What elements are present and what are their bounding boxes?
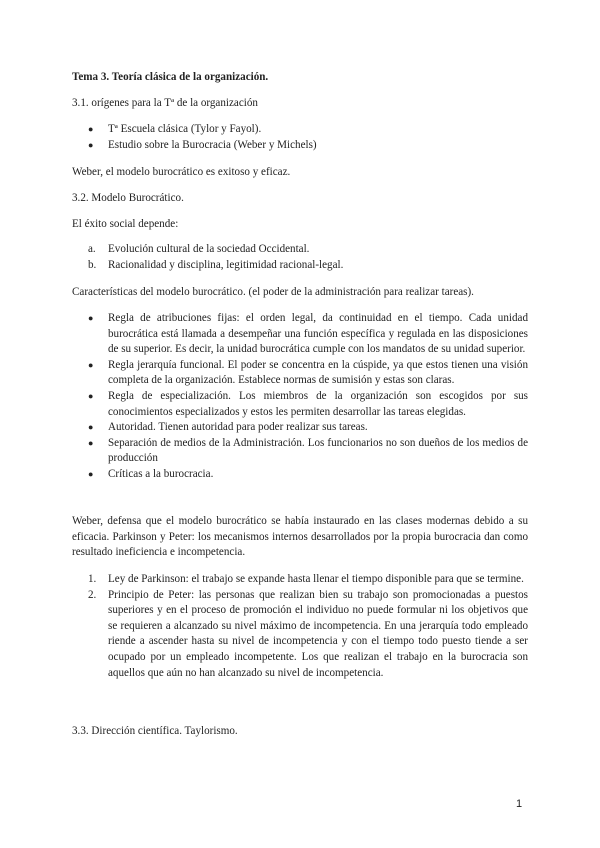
list-item: ● Separación de medios de la Administración. Los funcionarios no son dueños de los medios de producción — [88, 436, 528, 465]
leyes-list — [72, 572, 528, 681]
section-heading-3-2: 3.2. Modelo Burocrático. — [72, 192, 184, 204]
weber-intro-paragraph: Weber, el modelo burocrático es exitoso y eficaz. — [72, 166, 291, 178]
list-item: 1. Ley de Parkinson: el trabajo se expande hasta llenar el tiempo disponible para que se termine. — [88, 573, 524, 585]
list-item: ● Autoridad. Tienen autoridad para poder realizar sus tareas. — [72, 420, 528, 436]
list-item: ● Regla de atribuciones fijas: el orden legal, da continuidad en el tiempo. Cada unidad burocrática está llamada a desempeñar una función específica y regulada en las disposiciones de su superior. Es decir, la unidad burocrática cumple con los mandatos de su unidad superior. — [88, 312, 528, 356]
exito-list — [72, 242, 528, 273]
exito-label: El éxito social depende: — [72, 218, 179, 230]
list-item: ● Regla jerarquía funcional. El poder se concentra en la cúspide, ya que estos tienen una visión completa de la organización. Establece normas de sumisión y estas son claras. — [88, 358, 528, 387]
section-heading-3-3: 3.3. Dirección científica. Taylorismo. — [72, 725, 238, 737]
caracteristicas-list — [72, 311, 528, 483]
origins-list — [72, 122, 528, 153]
list-item: ● Estudio sobre la Burocracia (Weber y Michels) — [72, 138, 528, 154]
section-heading-3-1: 3.1. orígenes para la Tª de la organización — [72, 97, 258, 109]
bullet-icon: ● — [88, 437, 94, 448]
list-item: ● Regla de especialización. Los miembros de la organización son escogidos por sus conocimientos especializados y estos les permiten desarrollar las tareas elegidas. — [88, 389, 528, 418]
bullet-icon: ● — [88, 124, 94, 134]
caracteristicas-paragraph: Características del modelo burocrático. (el poder de la administración para realizar tareas). — [72, 286, 474, 298]
list-item: b. Racionalidad y disciplina, legitimidad racional-legal. — [88, 258, 344, 271]
bullet-icon: ● — [88, 468, 94, 479]
page-number: 1 — [516, 798, 523, 810]
document-title: Tema 3. Teoría clásica de la organización. — [72, 71, 269, 83]
bullet-icon: ● — [88, 313, 94, 323]
bullet-icon: ● — [88, 422, 94, 433]
list-item: ● Tª Escuela clásica (Tylor y Fayol). — [72, 122, 528, 138]
bullet-icon: ● — [88, 359, 94, 370]
list-item: 2. Principio de Peter: las personas que realizan bien su trabajo son promocionadas a puestos superiores y en el proceso de promoción el individuo no puede formular ni los objetivos que se requieren a alcanzado su nivel máximo de incompetencia. En una jerarquía todo empleado riende a ascender hasta su nivel de incompetencia y con el tiempo todo puesto tiende a ser ocupado por un empleado incompetente. Los que realizan el trabajo en la burocracia son aquellos que aún no han alcanzado su nivel de incompetencia. — [88, 588, 528, 679]
weber-defensa-paragraph: Weber, defensa que el modelo burocrático se había instaurado en las clases modernas debido a su eficacia. Parkinson y Peter: los mecanismos internos desarrollados por la propia burocracia dan como resultado ineficiencia e incompetencia. — [72, 515, 528, 559]
bullet-icon: ● — [88, 390, 94, 401]
list-item: ● Críticas a la burocracia. — [72, 467, 528, 483]
list-item: a. Evolución cultural de la sociedad Occidental. — [88, 243, 310, 255]
bullet-icon: ● — [88, 139, 94, 150]
